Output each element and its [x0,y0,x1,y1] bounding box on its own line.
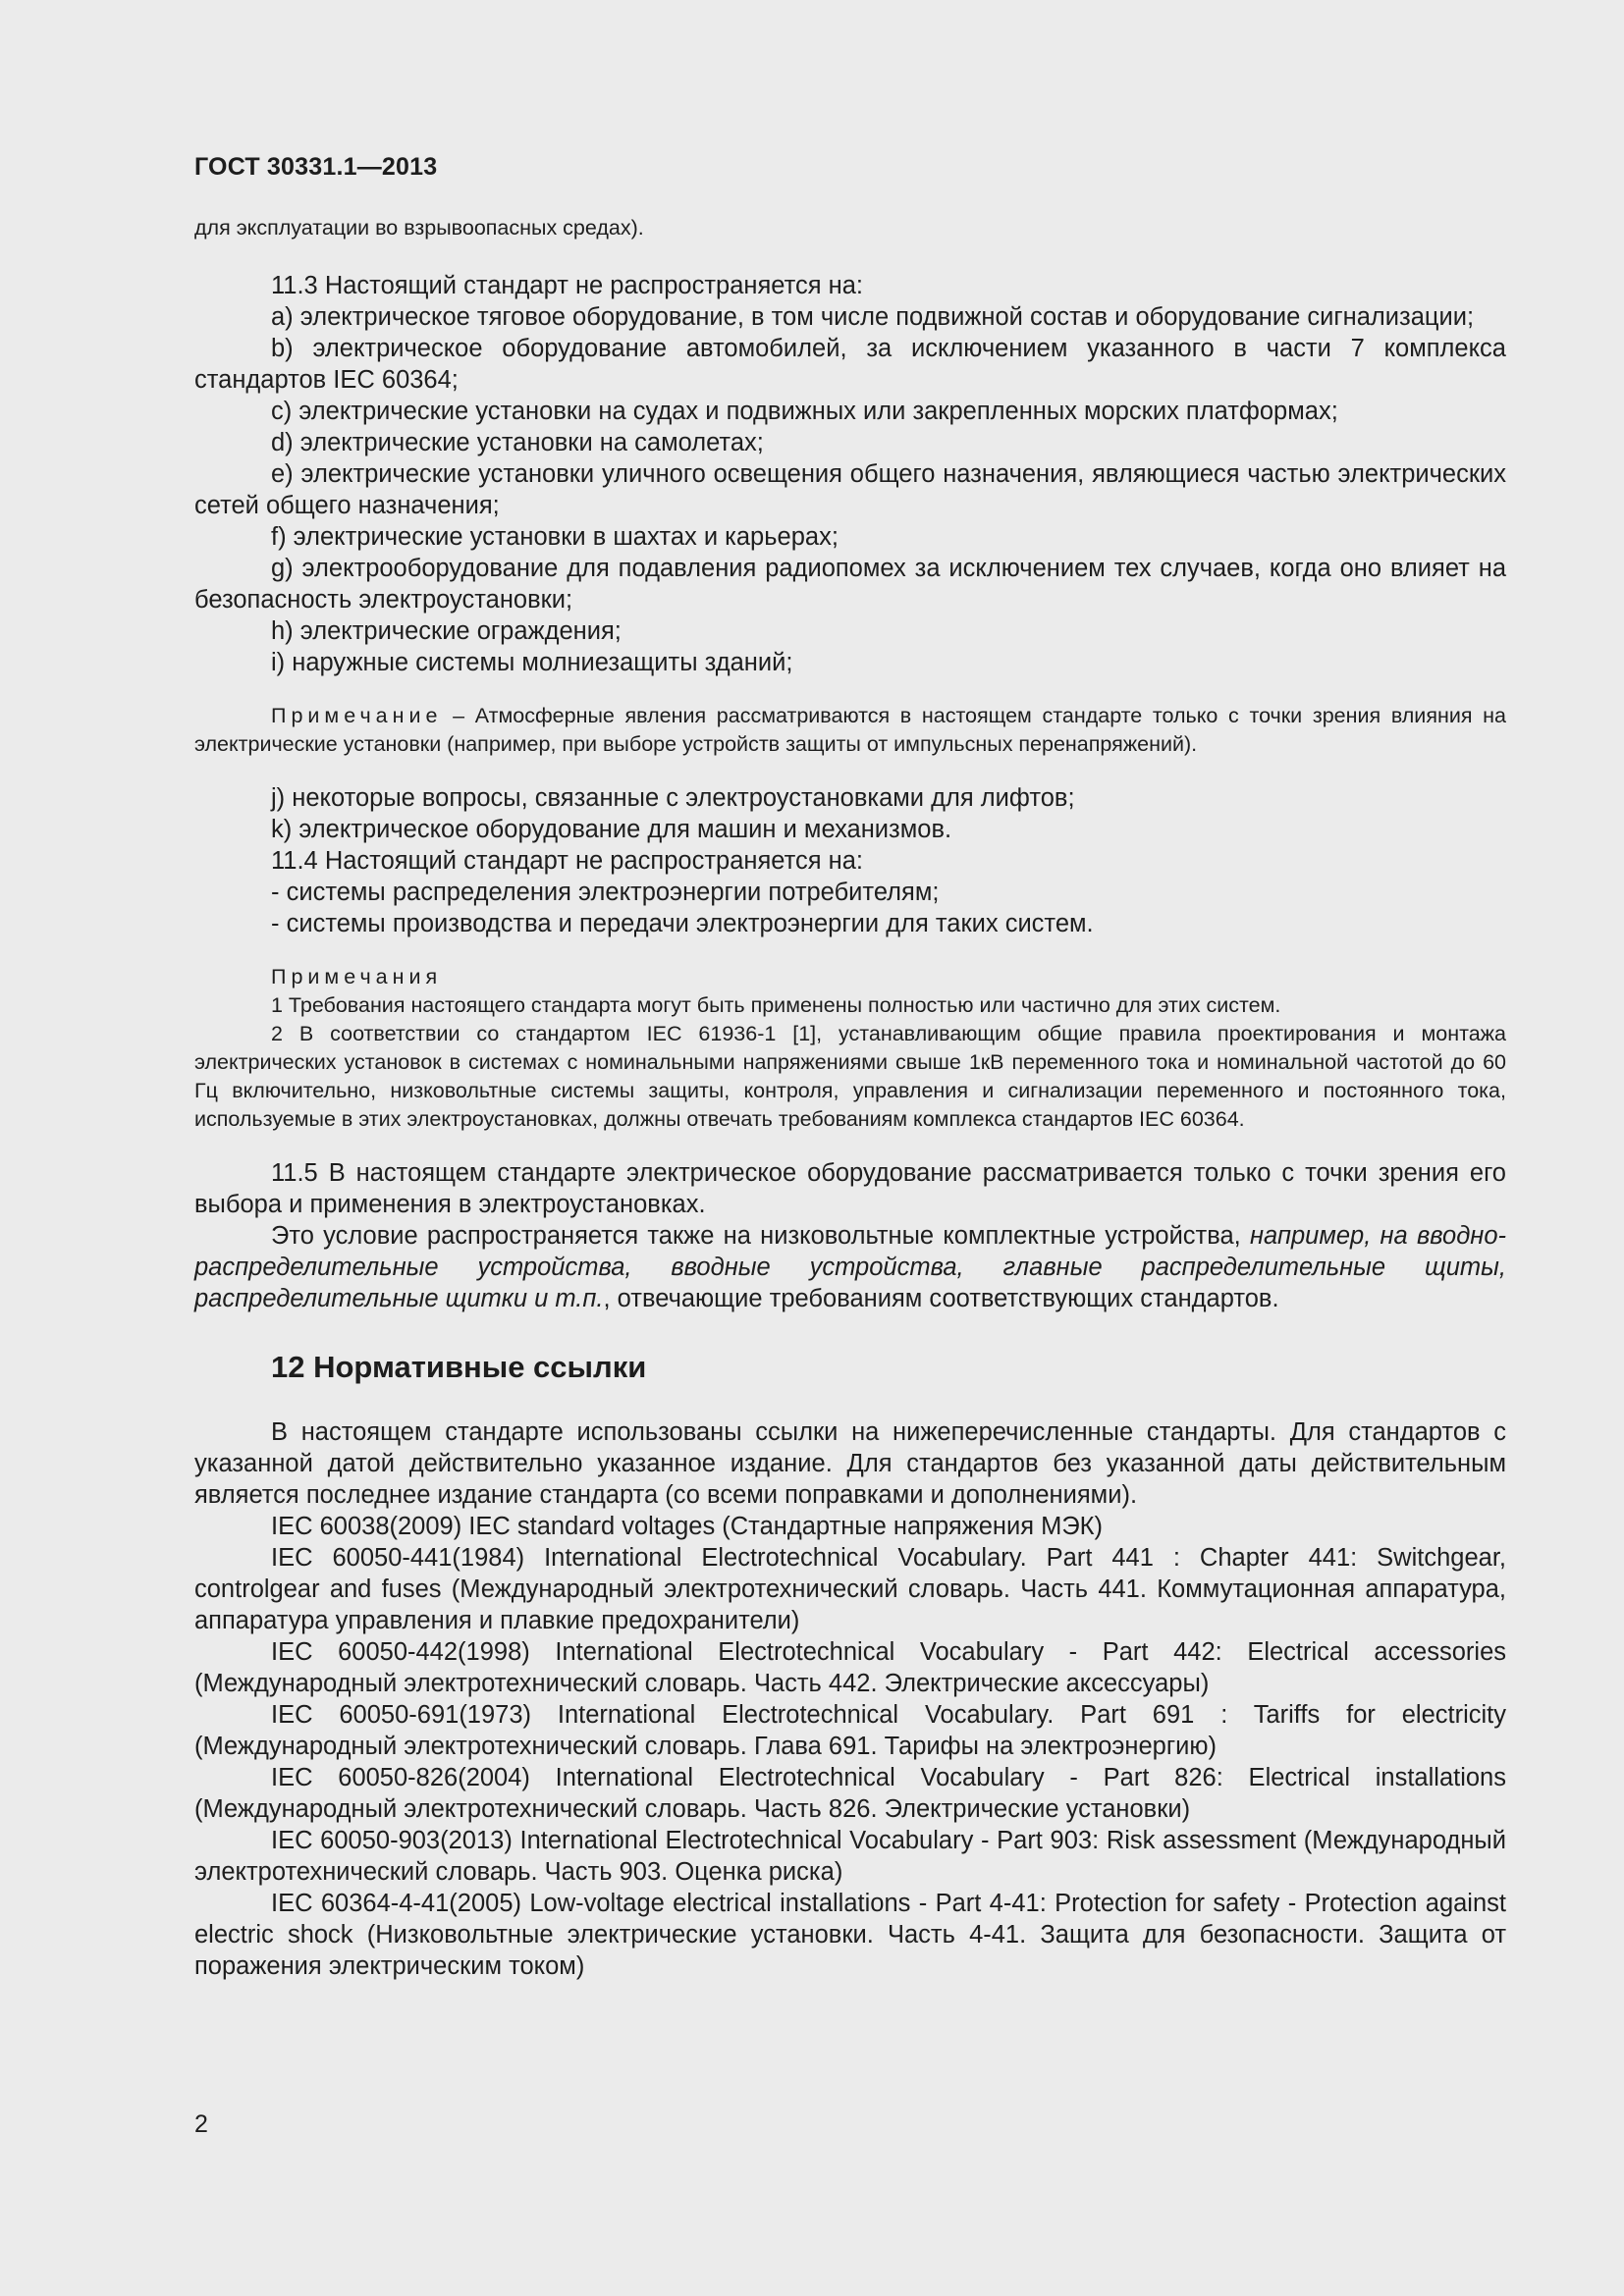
document-body [194,214,1506,1982]
section-12 [194,1416,1506,1982]
list-item: g) электрооборудование для подавления радиопомех за исключением тех случаев, когда оно влияет на безопасность электроустановки; [194,555,1506,614]
reference-item: IEC 60050-691(1973) International Electrotechnical Vocabulary. Part 691 : Tariffs for electricity (Международный электротехнический словарь. Глава 691. Тарифы на электроэнергию) [194,1701,1506,1760]
list-item: a) электрическое тяговое оборудование, в том числе подвижной состав и оборудование сигнализации; [271,303,1475,331]
note [194,702,1506,759]
intro-line: для эксплуатации во взрывоопасных средах). [194,216,644,240]
list-item: k) электрическое оборудование для машин и механизмов. [271,816,952,843]
reference-item: IEC 60050-826(2004) International Electrotechnical Vocabulary - Part 826: Electrical installations (Международный электротехнический словарь. Часть 826. Электрические установки) [194,1764,1506,1823]
note-item: 2 В соответствии со стандартом IEC 61936-1 [1], устанавливающим общие правила проектирования и монтажа электрических установок в системах с номинальными напряжениями свыше 1кВ переменного тока и номинальной частотой до 60 Гц включительно, низковольтные системы защиты, контроля, управления и сигнализации переменного и постоянного тока, используемые в этих электроустановках, должны отвечать требованиям комплекса стандартов IEC 60364. [194,1022,1506,1131]
section-title: 12 Нормативные ссылки [271,1350,647,1384]
clause-title: 11.4 Настоящий стандарт не распространяется на: [271,847,863,875]
notes-label-text: Примечания [271,965,443,988]
list-item: i) наружные системы молниезащиты зданий; [271,649,793,676]
page-number: 2 [194,2110,208,2138]
section-11-5 [194,1157,1506,1314]
list-item: - системы производства и передачи электроэнергии для таких систем. [271,910,1094,937]
list-item: f) электрические установки в шахтах и карьерах; [271,523,839,551]
document-header: ГОСТ 30331.1—2013 [194,153,438,181]
section-11-4 [194,845,1506,1134]
list-item: b) электрическое оборудование автомобилей, за исключением указанного в части 7 комплекса стандартов IEC 60364; [194,335,1506,394]
list-item: c) электрические установки на судах и подвижных или закрепленных морских платформах; [271,398,1338,425]
reference-item: IEC 60050-441(1984) International Electrotechnical Vocabulary. Part 441 : Chapter 441: Switchgear, controlgear and fuses (Международный электротехнический словарь. Часть 441. Коммутационная аппаратура, аппаратура управления и плавкие предохранители) [194,1544,1506,1634]
note-text: – Атмосферные явления рассматриваются в настоящем стандарте только с точки зрения влияния на электрические установки (например, при выборе устройств защиты от импульсных перенапряжений). [194,704,1506,756]
text-end: , отвечающие требованиям соответствующих стандартов. [603,1285,1279,1312]
reference-item: IEC 60050-442(1998) International Electrotechnical Vocabulary - Part 442: Electrical accessories (Международный электротехнический словарь. Часть 442. Электрические аксессуары) [194,1638,1506,1697]
section-11-3 [194,270,1506,845]
notes-label [194,963,1506,991]
list-item: h) электрические ограждения; [271,617,622,645]
list-item: j) некоторые вопросы, связанные с электроустановками для лифтов; [271,784,1075,812]
list-item: e) электрические установки уличного освещения общего назначения, являющиеся частью электрических сетей общего назначения; [194,460,1506,519]
text-italic: например, на вводно-распределительные устройства, вводные устройства, главные распределительные щиты, распределительные щитки и т.п. [194,1222,1507,1312]
section-intro: В настоящем стандарте использованы ссылки на нижеперечисленные стандарты. Для стандартов с указанной датой действительно указанное издание. Для стандартов без указанной даты действительным является последнее издание стандарта (со всеми поправками и дополнениями). [194,1418,1506,1509]
reference-item: IEC 60364-4-41(2005) Low-voltage electrical installations - Part 4-41: Protection for safety - Protection against electric shock (Низковольтные электрические установки. Часть 4-41. Защита для безопасности. Защита от поражения электрическим током) [194,1890,1506,1980]
clause-text: 11.5 В настоящем стандарте электрическое оборудование рассматривается только с точки зрения его выбора и применения в электроустановках. [194,1159,1506,1218]
list-item: - системы распределения электроэнергии потребителям; [271,879,940,906]
note-item: 1 Требования настоящего стандарта могут быть применены полностью или частично для этих систем. [271,993,1281,1017]
text-start: Это условие распространяется также на низковольтные комплектные устройства, [271,1222,1241,1250]
reference-item: IEC 60050-903(2013) International Electrotechnical Vocabulary - Part 903: Risk assessment (Международный электротехнический словарь. Часть 903. Оценка риска) [194,1827,1506,1886]
note-label: Примечание [271,704,443,727]
reference-item: IEC 60038(2009) IEC standard voltages (Стандартные напряжения МЭК) [271,1513,1104,1540]
clause-title: 11.3 Настоящий стандарт не распространяется на: [271,272,863,299]
clause-text [194,1220,1506,1314]
list-item: d) электрические установки на самолетах; [271,429,764,456]
